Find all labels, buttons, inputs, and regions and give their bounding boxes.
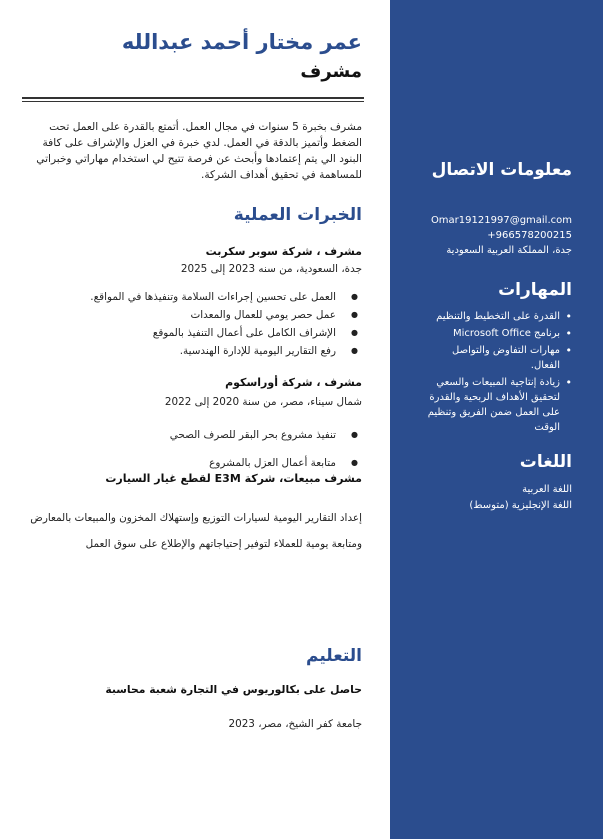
education-heading: التعليم bbox=[306, 646, 362, 666]
education-degree: حاصل على بكالوريوس في التجارة شعبة محاسبة bbox=[105, 683, 362, 696]
languages-heading: اللغات bbox=[519, 452, 572, 472]
location-text: جدة، المملكة العربية السعودية bbox=[446, 245, 572, 256]
job-role: مشرف مبيعات، شركة E3M لقطع غيار السيارت bbox=[105, 472, 362, 485]
list-item: • مهارات التفاوض والتواصل الفعال. bbox=[422, 343, 572, 373]
list-item: ● تنفيذ مشروع بحر البقر للصرف الصحي bbox=[32, 421, 362, 449]
experience-heading: الخبرات العملية bbox=[233, 205, 362, 225]
candidate-title: مشرف bbox=[300, 61, 362, 82]
contact-heading: معلومات الاتصال bbox=[431, 160, 572, 180]
contact-info bbox=[431, 213, 572, 258]
list-item: ● الإشراف الكامل على أعمال التنفيذ بالموقع bbox=[32, 324, 362, 342]
candidate-name: عمر مختار أحمد عبدالله bbox=[121, 30, 362, 54]
skills-list bbox=[422, 309, 572, 437]
job-meta: جدة، السعودية، من سنه 2023 إلى 2025 bbox=[180, 263, 362, 275]
list-item: اللغة العربية bbox=[522, 484, 572, 495]
job-role: مشرف ، شركة سوبر سكربت bbox=[205, 245, 362, 258]
list-item: اللغة الإنجليزية (متوسط) bbox=[469, 500, 572, 511]
list-item: ● العمل على تحسين إجراءات السلامة وتنفيذها في المواقع. bbox=[32, 288, 362, 306]
job-duties-list bbox=[32, 421, 362, 477]
header-divider-thin bbox=[22, 101, 364, 102]
job-meta: شمال سيناء، مصر، من سنة 2020 إلى 2022 bbox=[164, 396, 362, 408]
list-item: • زيادة إنتاجية المبيعات والسعي لتحقيق الأهداف الربحية والقدرة على العمل ضمن الفريق وتنظيم الوقت bbox=[422, 375, 572, 435]
phone-text: +966578200215 bbox=[487, 230, 572, 241]
education-school: جامعة كفر الشيخ، مصر، 2023 bbox=[228, 718, 362, 730]
skills-heading: المهارات bbox=[498, 280, 572, 300]
job-description: إعداد التقارير اليومية لسيارات التوزيع وإستهلاك المخزون والمبيعات بالمعارض ومتابعة يومية للعملاء لتوفير إحتياجاتهم والإطلاع على سوق العمل bbox=[30, 512, 362, 550]
languages-list bbox=[469, 482, 572, 514]
job-duties-list bbox=[32, 288, 362, 360]
list-item: • القدرة على التخطيط والتنظيم bbox=[422, 309, 572, 324]
job-role: مشرف ، شركة أوراسكوم bbox=[225, 376, 362, 389]
header-divider bbox=[22, 97, 364, 99]
list-item: ● عمل حصر يومي للعمال والمعدات bbox=[32, 306, 362, 324]
list-item: ● متابعة أعمال العزل بالمشروع bbox=[32, 449, 362, 477]
list-item: • برنامج Microsoft Office bbox=[422, 326, 572, 341]
email-text: Omar19121997@gmail.com bbox=[430, 215, 572, 226]
list-item: ● رفع التقارير اليومية للإدارة الهندسية. bbox=[32, 342, 362, 360]
sidebar bbox=[390, 0, 603, 839]
profile-summary: مشرف بخبرة 5 سنوات في مجال العمل. أتمتع بالقدرة على العمل تحت الضغط وأتميز بالدقة في العمل. لدي خبرة في العزل والإشراف على كافة البنود الي يتم إعتمادها وأبحث عن فرصة تتيح لي استخدام مهاراتي وخبراتي للمساهمة في تحقيق أهداف الشركة. bbox=[36, 121, 362, 181]
